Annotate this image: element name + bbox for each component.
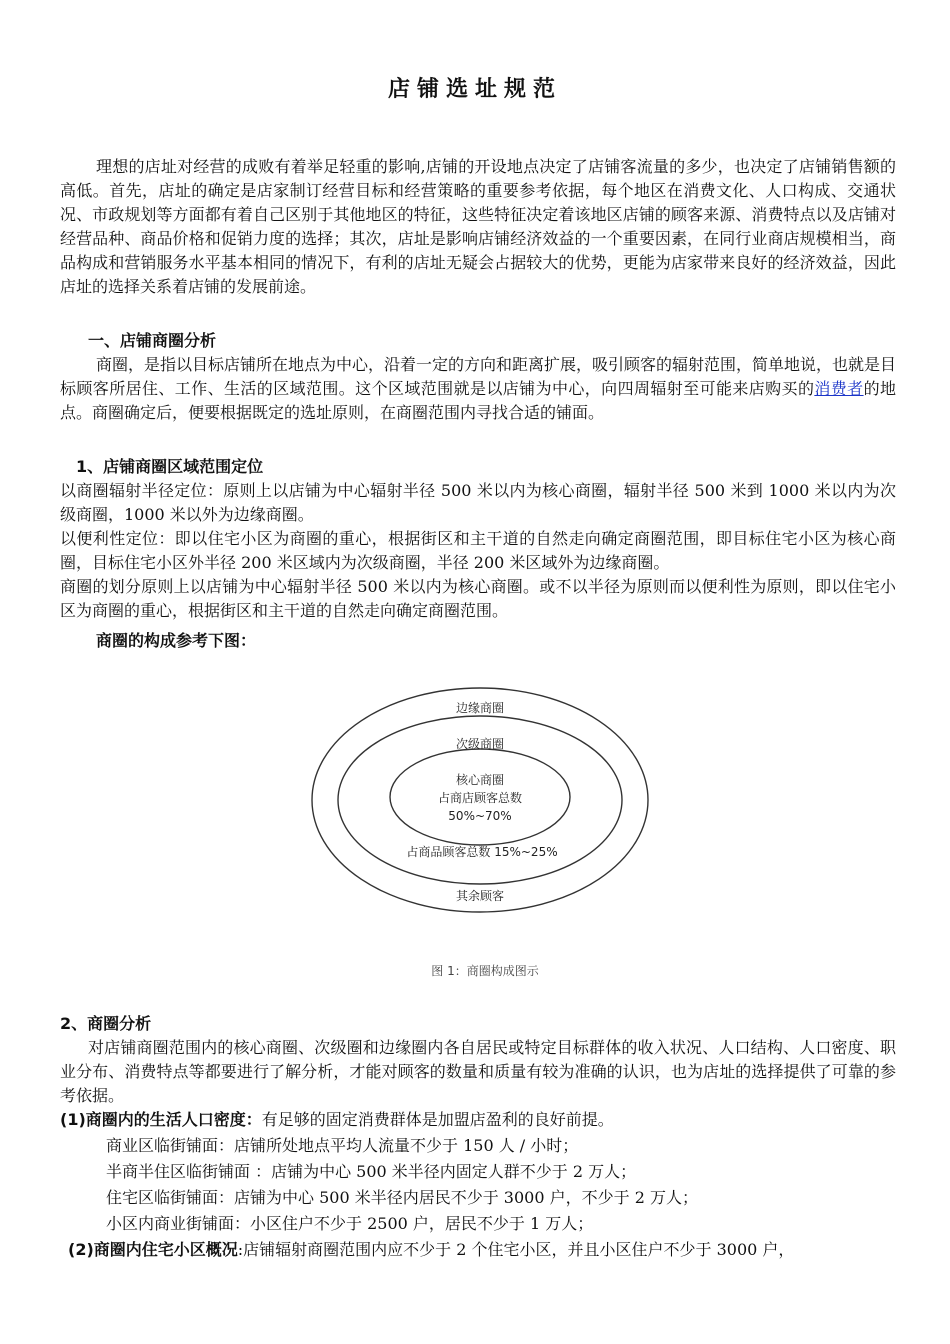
section1-paragraph: [60, 353, 896, 425]
outer-share-label: 其余顾客: [455, 889, 505, 903]
item1-line-community: 小区内商业街铺面：小区住户不少于 2500 户，居民不少于 1 万人；: [106, 1214, 594, 1233]
inner-share-value: 50%~70%: [448, 809, 512, 823]
section1-text-a: 商圈，是指以目标店铺所在地点为中心，沿着一定的方向和距离扩展，吸引顾客的辐射范围，简单地说，也就是目标顾客所居住、工作、生活的区域范围。这个区域范围就是以店铺为中心，向四周辐射至可能来店购买的: [60, 355, 897, 398]
figure-intro: [60, 629, 896, 653]
intro-paragraph: 理想的店址对经营的成败有着举足轻重的影响,店铺的开设地点决定了店铺客流量的多少，也决定了店铺销售额的高低。首先，店址的确定是店家制订经营目标和经营策略的重要参考依据，每个地区在消费文化、人口构成、交通状况、市政规划等方面都有着自己区别于其他地区的特征，这些特征决定着该地区店铺的顾客来源、消费特点以及店铺对经营品种、商品价格和促销力度的选择；其次，店址是影响店铺经济效益的一个重要因素，在同行业商店规模相当，商品构成和营销服务水平基本相同的情况下，有利的店址无疑会占据较大的优势，更能为店家带来良好的经济效益，因此店址的选择关系着店铺的发展前途。: [60, 157, 896, 296]
figure-intro-text: 商圈的构成参考下图：: [96, 631, 257, 650]
item1-text: 有足够的固定消费群体是加盟店盈利的良好前提。: [261, 1110, 614, 1129]
sub2-heading: [60, 1012, 896, 1036]
page-title: 店铺选址规范: [387, 77, 562, 102]
sub1-heading-text: 1、店铺商圈区域范围定位: [76, 457, 264, 476]
item2: [60, 1238, 896, 1262]
consumer-link[interactable]: 消费者: [814, 379, 864, 398]
item1-line-residential: 住宅区临街铺面：店铺为中心 500 米半径内居民不少于 3000 户，不少于 2 万人；: [106, 1188, 698, 1207]
item2-label: (2)商圈内住宅小区概况: [68, 1240, 238, 1259]
figure-caption: 图 1：商圈构成图示: [431, 964, 539, 978]
sub1-line-convenience: 以便利性定位：即以住宅小区为商圈的重心，根据街区和主干道的自然走向确定商圈范围，即目标住宅小区为核心商圈，目标住宅小区外半径 200 米区域内为次级商圈，半径 200 米区域外为边缘商圈。: [60, 529, 896, 572]
trade-area-diagram: [310, 685, 650, 915]
inner-label: 核心商圈: [455, 773, 505, 787]
item1-label: (1)商圈内的生活人口密度：: [60, 1110, 262, 1129]
sub2-heading-text: 2、商圈分析: [60, 1014, 152, 1033]
outer-label: 边缘商圈: [455, 701, 505, 715]
item1: [60, 1108, 896, 1132]
section1-heading: [60, 329, 896, 353]
middle-share-label: 占商品顾客总数 15%~25%: [406, 845, 558, 859]
sub1-heading: [60, 455, 896, 479]
sub2-paragraph: 对店铺商圈范围内的核心商圈、次级圈和边缘圈内各自居民或特定目标群体的收入状况、人口结构、人口密度、职业分布、消费特点等都要进行了解分析，才能对顾客的数量和质量有较为准确的认识，也为店址的选择提供了可靠的参考依据。: [60, 1038, 896, 1105]
inner-share-label: 占商店顾客总数: [437, 791, 523, 805]
item1-line-mixed: 半商半住区临街铺面 ：店铺为中心 500 米半径内固定人群不少于 2 万人；: [106, 1162, 637, 1181]
section1-text-b: 的地点。商圈确定后，便要根据既定的选址原则，在商圈范围内寻找合适的铺面。: [60, 379, 896, 422]
section1-heading-text: 一、店铺商圈分析: [88, 331, 217, 350]
sub1-line-principle: 商圈的划分原则上以店铺为中心辐射半径 500 米以内为核心商圈。或不以半径为原则而以便利性为原则，即以住宅小区为商圈的重心，根据街区和主干道的自然走向确定商圈范围。: [60, 577, 896, 620]
sub1-line-radius: 以商圈辐射半径定位：原则上以店铺为中心辐射半径 500 米以内为核心商圈，辐射半径 500 米到 1000 米以内为次级商圈，1000 米以外为边缘商圈。: [60, 481, 896, 524]
item1-line-commercial: 商业区临街铺面：店铺所处地点平均人流量不少于 150 人 / 小时；: [106, 1136, 579, 1155]
middle-label: 次级商圈: [455, 737, 505, 751]
item2-text: :店铺辐射商圈范围内应不少于 2 个住宅小区，并且小区住户不少于 3000 户，: [237, 1240, 795, 1259]
